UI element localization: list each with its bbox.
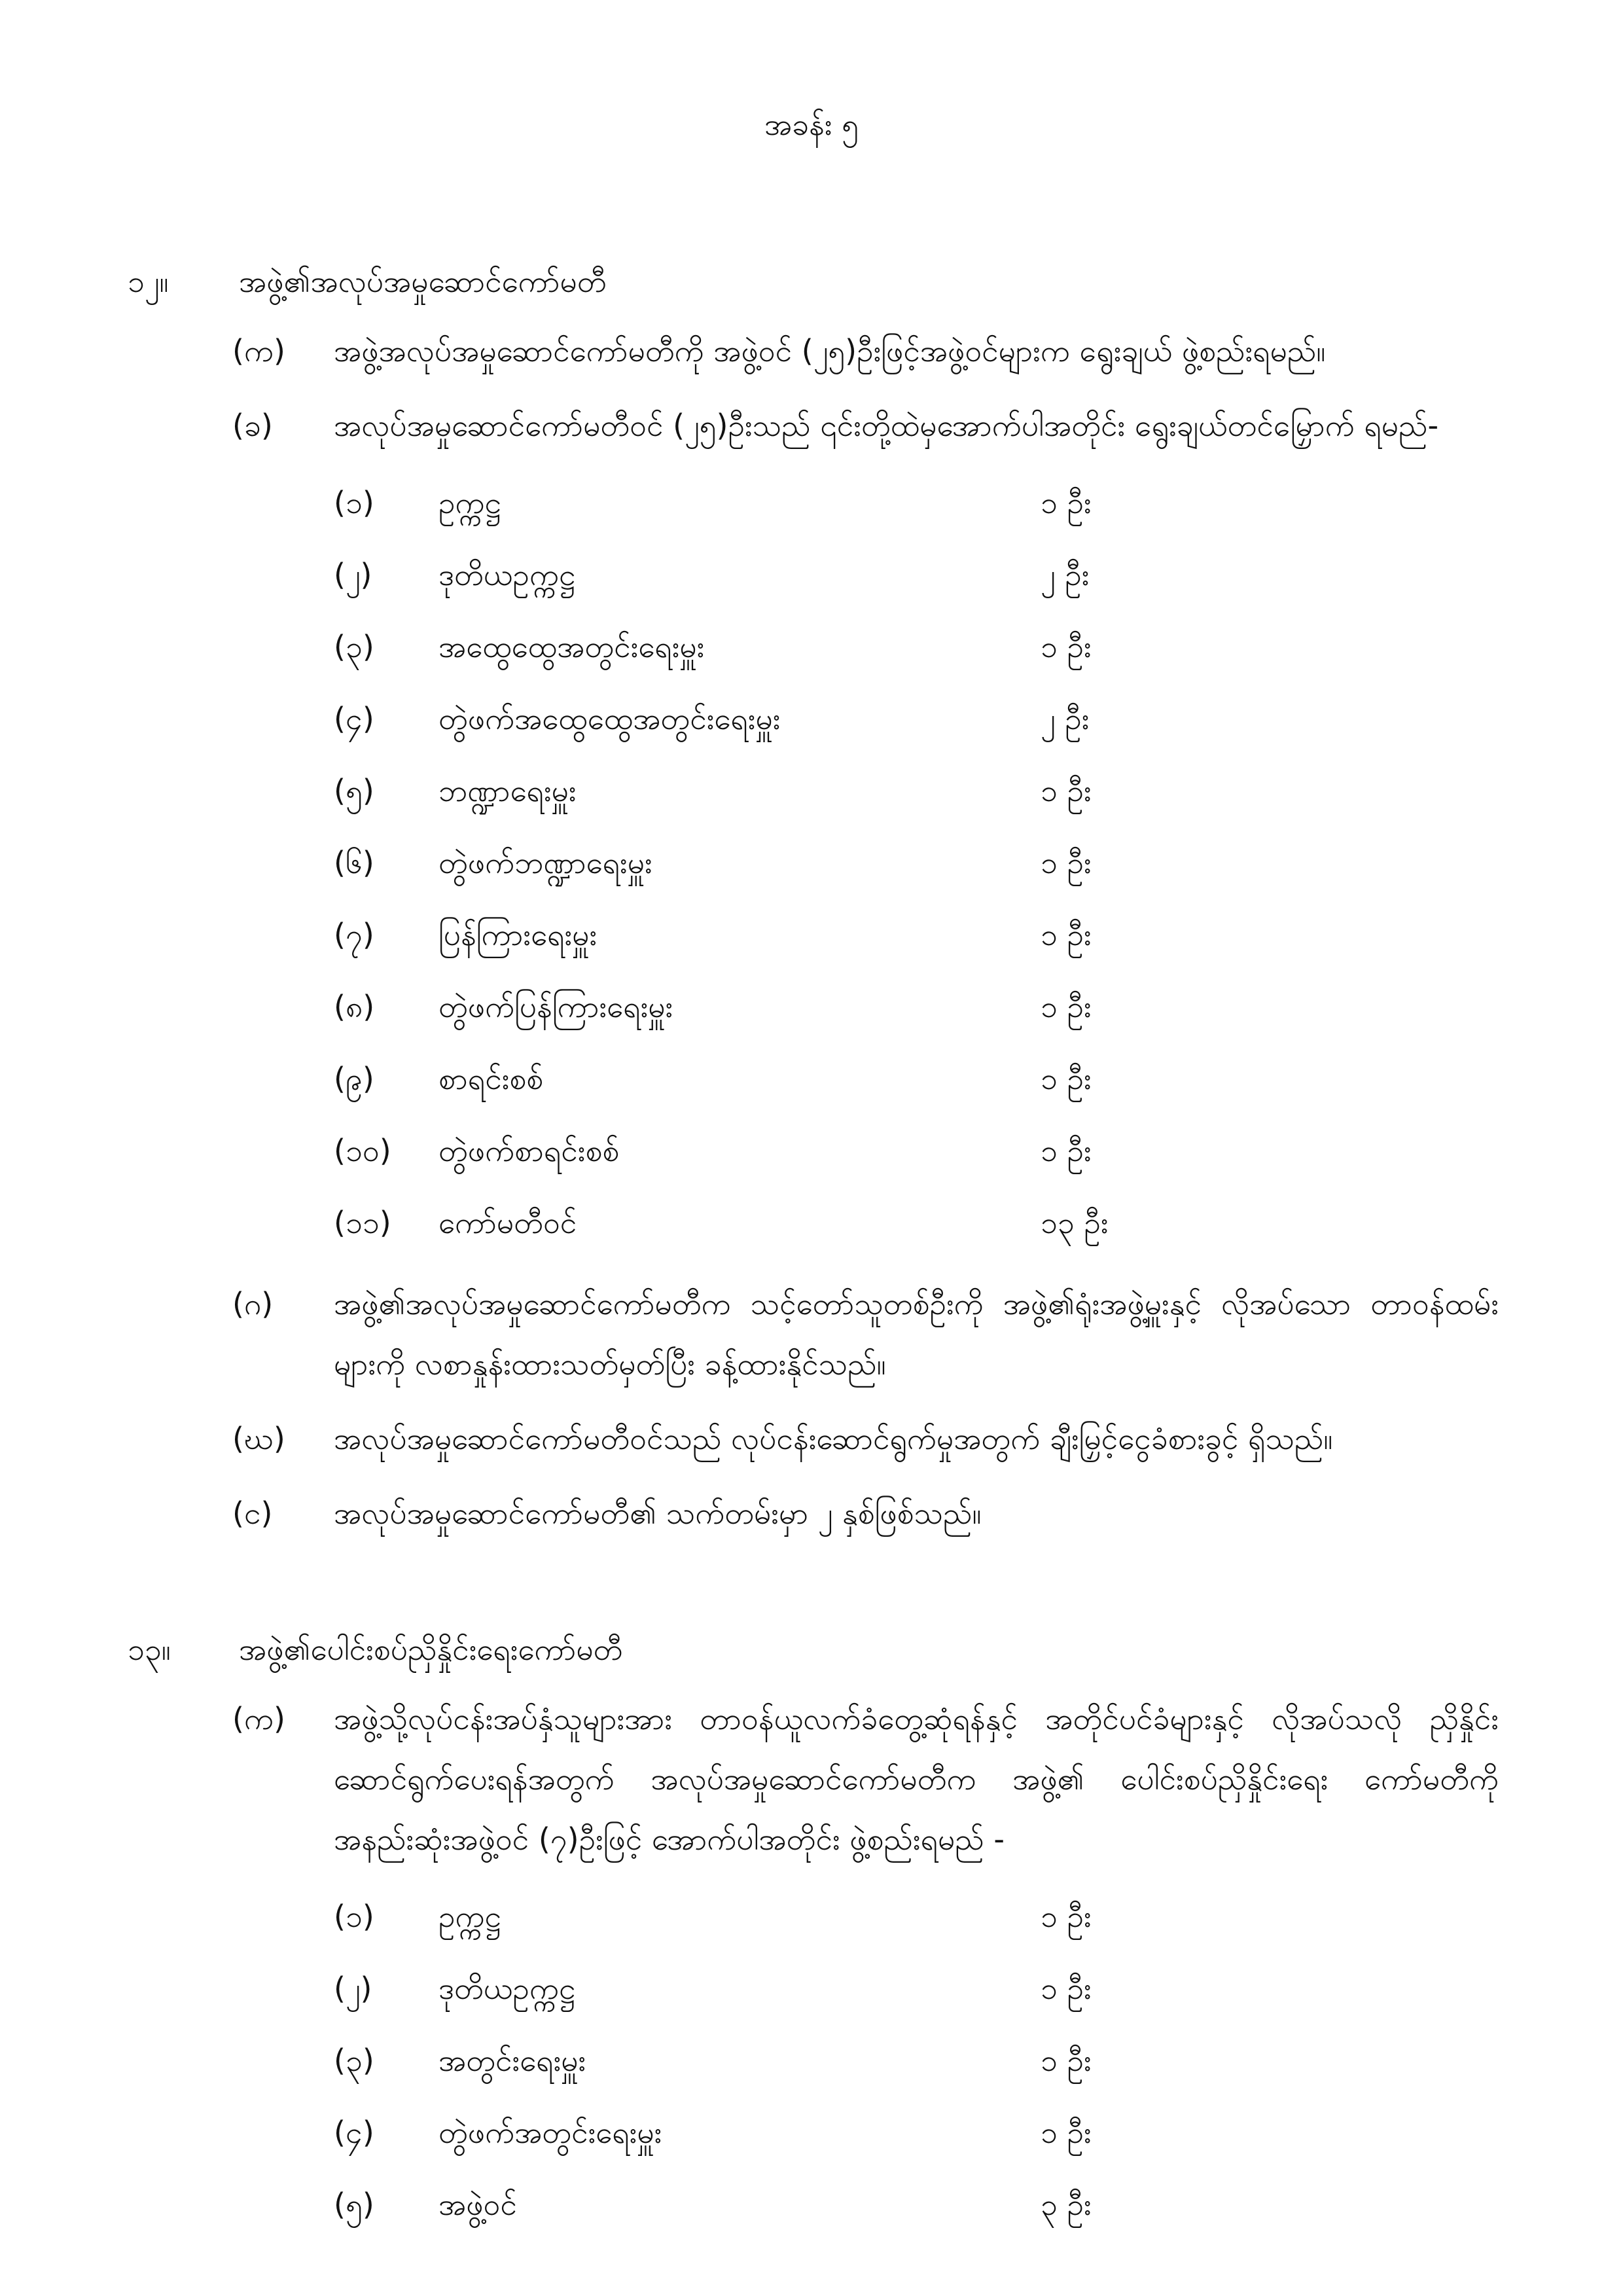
position-row <box>0 1190 1623 1262</box>
position-row <box>0 758 1623 830</box>
section-number: ၁၂။ <box>128 264 169 299</box>
position-title: တွဲဖက်ပြန်ကြားရေးမှူး <box>438 989 673 1024</box>
position-count: ၁ ဦး <box>1041 1971 1092 2006</box>
clause-label: (က) <box>232 333 285 368</box>
clause-label: (ခ) <box>232 408 273 443</box>
position-number: (၁) <box>334 1899 374 1934</box>
chapter-title: အခန်း ၅ <box>764 107 859 142</box>
section-title: အဖွဲ့၏အလုပ်အမှုဆောင်ကော်မတီ <box>239 264 607 299</box>
position-row <box>0 1118 1623 1190</box>
position-title: ဥက္ကဋ္ဌ <box>438 1899 501 1934</box>
position-number: (၁၀) <box>334 1133 391 1168</box>
position-count: ၁ ဦး <box>1041 845 1092 880</box>
position-row <box>0 1884 1623 1956</box>
position-count: ၃ ဦး <box>1041 2187 1092 2222</box>
section-number: ၁၃။ <box>128 1632 171 1667</box>
position-count: ၁ ဦး <box>1041 773 1092 808</box>
clause-label: (င) <box>232 1496 273 1531</box>
clause <box>0 1274 1623 1394</box>
position-number: (၅) <box>334 2187 374 2222</box>
position-title: စာရင်းစစ် <box>438 1061 544 1096</box>
position-count: ၁ ဦး <box>1041 2115 1092 2150</box>
position-number: (၂) <box>334 1971 372 2006</box>
position-title: အတွင်းရေးမှူး <box>438 2043 586 2078</box>
position-number: (၅) <box>334 773 374 808</box>
position-count: ၁ ဦး <box>1041 485 1092 520</box>
position-title: အထွေထွေအတွင်းရေးမှူး <box>438 629 705 664</box>
position-count: ၁ ဦး <box>1041 917 1092 952</box>
position-row <box>0 830 1623 902</box>
section-13 <box>0 1617 1623 2255</box>
clause-label: (က) <box>232 1701 285 1736</box>
position-title: တွဲဖက်စာရင်းစစ် <box>438 1133 620 1168</box>
section-heading <box>0 1617 1623 1689</box>
position-title: ဒုတိယဥက္ကဋ္ဌ <box>438 557 575 592</box>
position-list <box>0 1884 1623 2244</box>
position-count: ၁ ဦး <box>1041 1899 1092 1934</box>
position-row <box>0 2172 1623 2244</box>
position-number: (၄) <box>334 701 374 736</box>
position-number: (၆) <box>334 845 374 880</box>
clause <box>0 395 1623 456</box>
position-count: ၂ ဦး <box>1041 557 1090 592</box>
clause-text: အလုပ်အမှုဆောင်ကော်မတီဝင်သည် လုပ်ငန်းဆောင်ရွက်မှုအတွက် ချီးမြှင့်ငွေခံစားခွင့် ရှိသည်။ <box>334 1421 1333 1456</box>
position-title: ဒုတိယဥက္ကဋ္ဌ <box>438 1971 575 2006</box>
position-number: (၄) <box>334 2115 374 2150</box>
clause <box>0 1689 1623 1869</box>
position-title: ပြန်ကြားရေးမှူး <box>438 917 597 952</box>
clause <box>0 1483 1623 1543</box>
position-number: (၁) <box>334 485 374 520</box>
position-count: ၁ ဦး <box>1041 989 1092 1024</box>
position-title: တွဲဖက်အထွေထွေအတွင်းရေးမှူး <box>438 701 781 736</box>
position-count: ၁ ဦး <box>1041 1133 1092 1168</box>
position-row <box>0 1956 1623 2028</box>
position-number: (၂) <box>334 557 372 592</box>
position-title: ကော်မတီဝင် <box>438 1205 577 1240</box>
clause-text: အလုပ်အမှုဆောင်ကော်မတီဝင် (၂၅)ဦးသည် ၎င်းတို့ထဲမှအောက်ပါအတိုင်း ရွေးချယ်တင်မြှောက် ရမည်- <box>334 408 1439 443</box>
clause-text: အဖွဲ့သို့လုပ်ငန်းအပ်နှံသူများအား တာဝန်ယူလက်ခံတွေ့ဆုံရန်နှင့် အတိုင်ပင်ခံများနှင့် လိုအပ်သလို ညှိနှိုင်းဆောင်ရွက်ပေးရန်အတွက် အလုပ်အမှုဆောင်ကော်မတီက အဖွဲ့၏ ပေါင်းစပ်ညှိနှိုင်းရေး ကော်မတီကို အနည်းဆုံးအဖွဲ့ဝင် (၇)ဦးဖြင့် အောက်ပါအတိုင်း ဖွဲ့စည်းရမည် - <box>334 1701 1499 1857</box>
position-title: ဥက္ကဋ္ဌ <box>438 485 501 520</box>
section-12 <box>0 249 1623 1558</box>
section-title: အဖွဲ့၏ပေါင်းစပ်ညှိနှိုင်းရေးကော်မတီ <box>239 1632 623 1667</box>
position-count: ၁၃ ဦး <box>1041 1205 1109 1240</box>
position-title: တွဲဖက်ဘဏ္ဍာရေးမှူး <box>438 845 652 880</box>
clause-text: အဖွဲ့အလုပ်အမှုဆောင်ကော်မတီကို အဖွဲ့ဝင် (၂၅)ဦးဖြင့်အဖွဲ့ဝင်များက ရွေးချယ် ဖွဲ့စည်းရမည်။ <box>334 333 1326 368</box>
clause <box>0 321 1623 381</box>
clause <box>0 1408 1623 1469</box>
position-row <box>0 974 1623 1046</box>
position-count: ၁ ဦး <box>1041 629 1092 664</box>
clause-label: (ဃ) <box>232 1421 285 1456</box>
position-number: (၉) <box>334 1061 374 1096</box>
position-row <box>0 1046 1623 1118</box>
position-title: ဘဏ္ဍာရေးမှူး <box>438 773 577 808</box>
position-row <box>0 470 1623 542</box>
position-row <box>0 614 1623 686</box>
position-number: (၁၁) <box>334 1205 391 1240</box>
clause-text: အဖွဲ့၏အလုပ်အမှုဆောင်ကော်မတီက သင့်တော်သူတစ်ဦးကို အဖွဲ့၏ရုံးအဖွဲ့မှူးနှင့် လိုအပ်သော တာဝန်ထမ်းများကို လစာနှုန်းထားသတ်မှတ်ပြီး ခန့်ထားနိုင်သည်။ <box>334 1286 1499 1382</box>
position-row <box>0 2028 1623 2100</box>
position-row <box>0 902 1623 974</box>
position-number: (၃) <box>334 629 374 664</box>
position-count: ၂ ဦး <box>1041 701 1090 736</box>
position-count: ၁ ဦး <box>1041 1061 1092 1096</box>
position-row <box>0 2100 1623 2172</box>
position-row <box>0 686 1623 758</box>
position-number: (၇) <box>334 917 374 952</box>
clause-text: အလုပ်အမှုဆောင်ကော်မတီ၏ သက်တမ်းမှာ ၂ နှစ်ဖြစ်သည်။ <box>334 1496 982 1531</box>
section-heading <box>0 249 1623 321</box>
clause-label: (ဂ) <box>232 1286 274 1321</box>
position-count: ၁ ဦး <box>1041 2043 1092 2078</box>
position-number: (၈) <box>334 989 375 1024</box>
position-title: အဖွဲ့ဝင် <box>438 2187 517 2222</box>
position-list <box>0 470 1623 1262</box>
position-title: တွဲဖက်အတွင်းရေးမှူး <box>438 2115 662 2150</box>
position-number: (၃) <box>334 2043 374 2078</box>
position-row <box>0 542 1623 614</box>
